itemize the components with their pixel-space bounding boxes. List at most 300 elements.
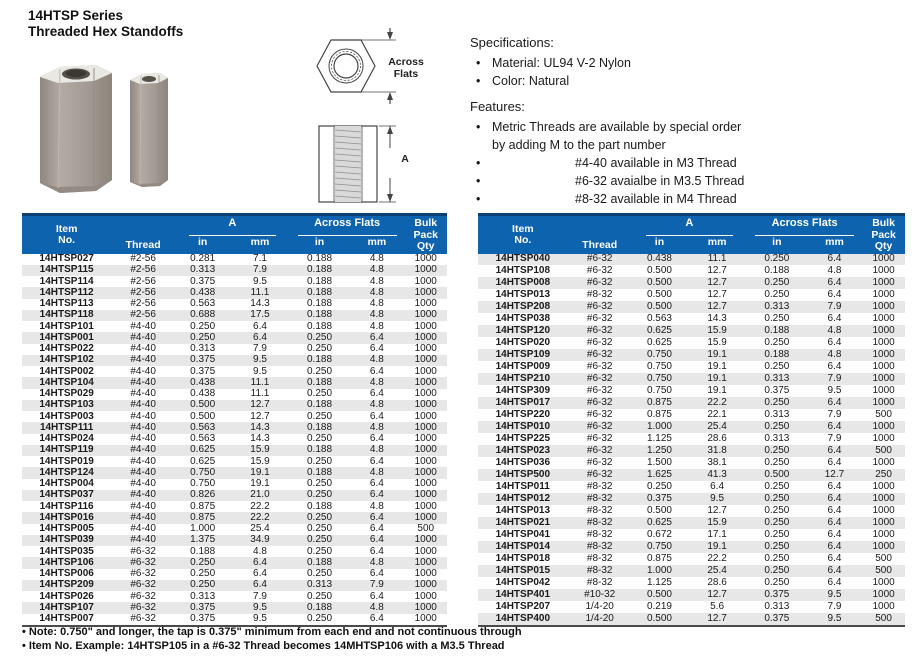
a-in-cell: 0.625 [646,516,672,528]
a-mm-cell: 9.5 [253,613,267,625]
a-mm-cell: 7.9 [253,590,267,602]
af-mm-cell: 4.8 [369,421,384,433]
af-mm-cell: 6.4 [369,478,384,490]
thread-cell: #6-32 [586,253,613,265]
item-no-cell: 14HTSP004 [39,478,94,490]
af-mm-cell: 6.4 [369,433,384,445]
column-header-a-in: in [197,235,208,248]
af-in-cell: 0.250 [764,516,790,528]
af-mm-cell: 6.4 [827,480,842,492]
thread-cell: #6-32 [586,349,613,361]
af-in-cell: 0.375 [764,612,790,624]
a-mm-cell: 12.7 [707,265,727,277]
af-mm-cell: 4.8 [369,500,384,512]
item-no-cell: 14HTSP013 [495,504,551,516]
table-row [22,501,447,512]
qty-cell: 1000 [414,253,437,265]
item-no-cell: 14HTSP026 [39,590,94,602]
a-mm-cell: 12.7 [250,410,270,422]
item-no-cell: 14HTSP124 [39,466,94,478]
thread-cell: #6-32 [586,456,613,468]
thread-cell: #4-40 [130,399,156,411]
table-body [478,254,905,627]
qty-cell: 1000 [872,456,895,468]
af-mm-cell: 6.4 [827,552,842,564]
thread-cell: #6-32 [586,337,613,349]
af-mm-cell: 4.8 [369,601,384,613]
a-in-cell: 0.875 [190,500,216,512]
item-no-cell: 14HTSP009 [495,361,551,373]
item-no-cell: 14HTSP113 [39,298,94,310]
qty-cell: 1000 [872,504,895,516]
a-in-cell: 1.125 [646,433,672,445]
item-no-cell: 14HTSP014 [495,540,551,552]
a-in-cell: 0.625 [190,444,216,456]
column-header-a: A [646,218,733,236]
af-in-cell: 0.250 [764,253,790,265]
thread-cell: #4-40 [130,331,156,343]
a-mm-cell: 14.3 [707,313,727,325]
a-mm-cell: 15.9 [707,325,727,337]
af-mm-cell: 4.8 [369,253,384,265]
thread-cell: #6-32 [130,579,156,591]
af-in-cell: 0.250 [764,576,790,588]
af-mm-cell: 4.8 [369,556,384,568]
qty-cell: 1000 [414,331,437,343]
a-in-cell: 1.000 [646,564,672,576]
column-header-across-flats: Across Flats [755,218,854,236]
product-photo [30,55,280,210]
table-row [22,321,447,332]
item-no-cell: 14HTSP037 [39,489,94,501]
af-in-cell: 0.250 [764,540,790,552]
a-in-cell: 0.438 [190,376,216,388]
a-mm-cell: 12.7 [707,277,727,289]
column-header-across-flats: Across Flats [298,218,397,236]
table-row [22,287,447,298]
af-mm-cell: 6.4 [827,492,842,504]
a-in-cell: 1.250 [646,444,672,456]
a-mm-cell: 14.3 [250,433,270,445]
table-row [22,569,447,580]
thread-cell: #4-40 [130,511,156,523]
a-in-cell: 0.625 [646,325,672,337]
af-in-cell: 0.250 [306,365,333,377]
item-no-cell: 14HTSP035 [39,545,94,557]
specifications-heading: Specifications: [470,35,554,50]
a-mm-cell: 12.7 [707,301,727,313]
table-header [478,213,905,254]
thread-cell: #6-32 [586,265,613,277]
af-in-cell: 0.188 [306,601,333,613]
table-row [478,313,905,325]
thread-cell: #6-32 [586,325,613,337]
thread-cell: #4-40 [130,523,156,535]
table-row [478,469,905,481]
af-in-cell: 0.188 [306,309,333,321]
column-header-af-mm: mm [367,235,387,248]
table-row [478,349,905,361]
af-mm-cell: 4.8 [827,265,842,277]
a-in-cell: 0.250 [190,579,216,591]
a-mm-cell: 11.1 [707,253,727,265]
qty-cell: 1000 [872,492,895,504]
a-mm-cell: 7.1 [253,253,267,265]
item-no-cell: 14HTSP225 [495,433,551,445]
thread-cell: #4-40 [130,376,156,388]
table-row [478,373,905,385]
af-mm-cell: 4.8 [369,298,384,310]
thread-cell: #6-32 [586,277,613,289]
qty-cell: 1000 [414,556,437,568]
a-in-cell: 0.875 [646,409,672,421]
item-no-cell: 14HTSP115 [39,264,94,276]
af-in-cell: 0.250 [306,343,333,355]
af-in-cell: 0.250 [306,534,333,546]
item-no-cell: 14HTSP023 [495,444,551,456]
a-mm-cell: 15.9 [250,455,270,467]
item-no-cell: 14HTSP104 [39,376,94,388]
column-header-bulk-pack-qty: Bulk Pack Qty [413,217,439,252]
table-row [22,366,447,377]
qty-cell: 1000 [414,410,437,422]
af-mm-cell: 4.8 [369,275,384,287]
table-row [478,385,905,397]
af-in-cell: 0.250 [764,504,790,516]
af-mm-cell: 6.4 [827,516,842,528]
thread-cell: #4-40 [130,489,156,501]
af-in-cell: 0.188 [306,399,333,411]
thread-cell: #4-40 [130,388,156,400]
table-row [478,254,905,266]
item-no-cell: 14HTSP401 [495,588,551,600]
a-in-cell: 0.500 [646,612,672,624]
thread-cell: #6-32 [130,601,156,613]
item-no-cell: 14HTSP005 [39,523,94,535]
thread-cell: #8-32 [586,528,613,540]
item-no-cell: 14HTSP038 [495,313,551,325]
a-mm-cell: 25.4 [707,421,727,433]
a-mm-cell: 25.4 [250,523,270,535]
table-row [478,517,905,529]
qty-cell: 1000 [872,301,895,313]
qty-cell: 1000 [872,576,895,588]
item-no-cell: 14HTSP103 [39,399,94,411]
qty-cell: 1000 [872,385,895,397]
af-mm-cell: 4.8 [369,444,384,456]
item-no-cell: 14HTSP118 [39,309,94,321]
qty-cell: 500 [875,564,892,576]
qty-cell: 1000 [872,516,895,528]
qty-cell: 1000 [414,320,437,332]
af-in-cell: 0.188 [306,253,333,265]
item-no-cell: 14HTSP102 [39,354,94,366]
a-in-cell: 0.375 [190,601,216,613]
qty-cell: 1000 [414,309,437,321]
column-header-a-mm: mm [250,235,270,248]
qty-cell: 500 [875,444,892,456]
a-mm-cell: 12.7 [707,289,727,301]
af-in-cell: 0.250 [306,455,333,467]
af-mm-cell: 4.8 [369,466,384,478]
standoff-table-left [22,213,447,627]
a-mm-cell: 22.2 [707,397,727,409]
a-in-cell: 0.500 [646,588,672,600]
thread-cell: #2-56 [130,275,156,287]
af-mm-cell: 6.4 [827,504,842,516]
a-in-cell: 0.875 [646,397,672,409]
a-mm-cell: 4.8 [253,545,267,557]
table-row [22,445,447,456]
technical-drawing [295,26,435,216]
qty-cell: 1000 [414,500,437,512]
qty-cell: 1000 [414,388,437,400]
table-row [478,289,905,301]
page-title [28,8,183,40]
a-mm-cell: 6.4 [253,568,267,580]
thread-cell: #4-40 [130,421,156,433]
table-row [478,433,905,445]
qty-cell: 1000 [872,421,895,433]
qty-cell: 1000 [414,545,437,557]
thread-cell: #4-40 [130,466,156,478]
a-mm-cell: 12.7 [707,588,727,600]
item-no-cell: 14HTSP208 [495,301,551,313]
item-no-cell: 14HTSP017 [495,397,551,409]
table-row [22,602,447,613]
a-mm-cell: 19.1 [707,361,727,373]
qty-cell: 1000 [414,601,437,613]
thread-cell: #6-32 [586,433,613,445]
thread-cell: #8-32 [586,564,613,576]
table-row [478,577,905,589]
column-header-af-mm: mm [825,235,844,248]
a-mm-cell: 7.9 [253,264,267,276]
a-in-cell: 0.563 [190,298,216,310]
af-in-cell: 0.250 [764,552,790,564]
table-row [22,377,447,388]
thread-cell: #6-32 [586,373,613,385]
thread-cell: #6-32 [130,568,156,580]
a-mm-cell: 22.2 [250,511,270,523]
table-row [22,535,447,546]
af-mm-cell: 6.4 [369,343,384,355]
af-in-cell: 0.313 [764,301,790,313]
item-no-cell: 14HTSP107 [39,601,94,613]
qty-cell: 1000 [414,511,437,523]
table-row [478,409,905,421]
a-in-cell: 0.500 [646,301,672,313]
af-in-cell: 0.313 [764,409,790,421]
af-mm-cell: 6.4 [369,545,384,557]
a-in-cell: 0.500 [646,289,672,301]
qty-cell: 1000 [872,361,895,373]
table-row [22,591,447,602]
item-no-cell: 14HTSP042 [495,576,551,588]
af-mm-cell: 6.4 [827,456,842,468]
thread-cell: #6-32 [586,313,613,325]
features-section [470,98,915,208]
a-in-cell: 0.875 [646,552,672,564]
item-no-cell: 14HTSP029 [39,388,94,400]
a-mm-cell: 6.4 [253,320,267,332]
qty-cell: 1000 [872,325,895,337]
feature-item: • #4-40 available in M3 Thread [476,156,737,170]
af-in-cell: 0.250 [306,388,333,400]
item-no-cell: 14HTSP002 [39,365,94,377]
a-in-cell: 0.375 [646,492,672,504]
item-no-cell: 14HTSP041 [495,528,551,540]
af-in-cell: 0.250 [306,433,333,445]
table-row [22,524,447,535]
a-in-cell: 1.125 [646,576,672,588]
af-in-cell: 0.250 [306,410,333,422]
af-in-cell: 0.188 [306,286,333,298]
a-mm-cell: 19.1 [707,385,727,397]
af-mm-cell: 6.4 [369,568,384,580]
a-in-cell: 0.625 [646,337,672,349]
qty-cell: 1000 [872,528,895,540]
qty-cell: 1000 [414,399,437,411]
table-body [22,254,447,627]
qty-cell: 250 [875,468,892,480]
thread-cell: #4-40 [130,433,156,445]
af-in-cell: 0.188 [764,265,790,277]
qty-cell: 1000 [872,289,895,301]
af-in-cell: 0.250 [764,313,790,325]
a-in-cell: 1.500 [646,456,672,468]
item-no-cell: 14HTSP036 [495,456,551,468]
af-in-cell: 0.313 [764,600,790,612]
item-no-cell: 14HTSP040 [495,253,551,265]
af-mm-cell: 6.4 [369,534,384,546]
thread-cell: #2-56 [130,264,156,276]
af-mm-cell: 6.4 [369,410,384,422]
thread-cell: #4-40 [130,500,156,512]
table-row [22,400,447,411]
table-row [22,490,447,501]
a-in-cell: 0.438 [646,253,672,265]
qty-cell: 1000 [872,337,895,349]
item-no-cell: 14HTSP114 [39,275,94,287]
thread-cell: 1/4-20 [585,600,614,612]
a-mm-cell: 6.4 [253,579,267,591]
item-no-cell: 14HTSP111 [39,421,94,433]
af-in-cell: 0.500 [764,468,790,480]
bullet-icon: • [476,174,481,188]
thread-cell: 1/4-20 [585,612,614,624]
table-row [478,397,905,409]
qty-cell: 1000 [414,568,437,580]
item-no-cell: 14HTSP106 [39,556,94,568]
qty-cell: 1000 [872,480,895,492]
a-in-cell: 0.250 [190,331,216,343]
bullet-icon: • [476,156,481,170]
qty-cell: 500 [417,523,435,535]
af-in-cell: 0.250 [306,613,333,625]
thread-cell: #6-32 [130,590,156,602]
af-mm-cell: 4.8 [369,264,384,276]
item-no-cell: 14HTSP003 [39,410,94,422]
thread-cell: #6-32 [586,397,613,409]
af-mm-cell: 6.4 [827,528,842,540]
a-mm-cell: 15.9 [707,337,727,349]
af-mm-cell: 4.8 [369,286,384,298]
a-mm-cell: 19.1 [707,540,727,552]
af-mm-cell: 6.4 [369,388,384,400]
af-in-cell: 0.250 [306,511,333,523]
item-no-cell: 14HTSP101 [39,320,94,332]
item-no-cell: 14HTSP007 [39,613,94,625]
item-no-cell: 14HTSP012 [495,492,551,504]
a-in-cell: 0.438 [190,286,216,298]
a-in-cell: 0.375 [190,365,216,377]
qty-cell: 500 [875,409,892,421]
a-in-cell: 1.000 [190,523,216,535]
bullet-icon: • [476,120,481,134]
item-no-cell: 14HTSP109 [495,349,551,361]
features-heading: Features: [470,99,525,114]
af-mm-cell: 7.9 [369,579,384,591]
dimension-drawing [295,26,435,211]
title-line-1: 14HTSP Series [28,8,124,23]
a-mm-cell: 9.5 [710,492,725,504]
af-in-cell: 0.188 [306,421,333,433]
item-no-cell: 14HTSP500 [495,468,551,480]
af-in-cell: 0.313 [764,433,790,445]
item-no-cell: 14HTSP116 [39,500,94,512]
column-header-a-in: in [654,235,665,248]
a-dimension-label: A [401,153,409,165]
af-in-cell: 0.250 [764,492,790,504]
qty-cell: 1000 [414,421,437,433]
thread-cell: #4-40 [130,534,156,546]
item-no-cell: 14HTSP027 [39,253,94,265]
a-mm-cell: 11.1 [250,388,270,400]
af-in-cell: 0.188 [306,500,333,512]
table-row [22,332,447,343]
af-in-cell: 0.250 [764,480,790,492]
qty-cell: 1000 [872,600,895,612]
table-row [478,421,905,433]
af-mm-cell: 7.9 [827,600,842,612]
qty-cell: 1000 [414,590,437,602]
af-in-cell: 0.188 [306,466,333,478]
item-no-cell: 14HTSP119 [39,444,94,456]
a-mm-cell: 6.4 [253,556,267,568]
qty-cell: 500 [875,612,892,624]
thread-cell: #8-32 [586,480,613,492]
qty-cell: 500 [875,552,892,564]
af-mm-cell: 6.4 [827,444,842,456]
thread-cell: #6-32 [586,385,613,397]
item-no-cell: 14HTSP039 [39,534,94,546]
af-in-cell: 0.250 [764,397,790,409]
thread-cell: #2-56 [130,309,156,321]
column-header-item-no: Item No. [512,222,534,247]
qty-cell: 1000 [414,466,437,478]
table-row [478,493,905,505]
bullet-icon: • [476,192,481,206]
a-in-cell: 0.375 [190,613,216,625]
af-mm-cell: 4.8 [369,354,384,366]
af-mm-cell: 9.5 [827,588,842,600]
a-mm-cell: 12.7 [250,399,270,411]
bullet-icon: • [476,56,481,70]
qty-cell: 1000 [872,265,895,277]
qty-cell: 1000 [872,373,895,385]
a-in-cell: 0.313 [190,590,216,602]
